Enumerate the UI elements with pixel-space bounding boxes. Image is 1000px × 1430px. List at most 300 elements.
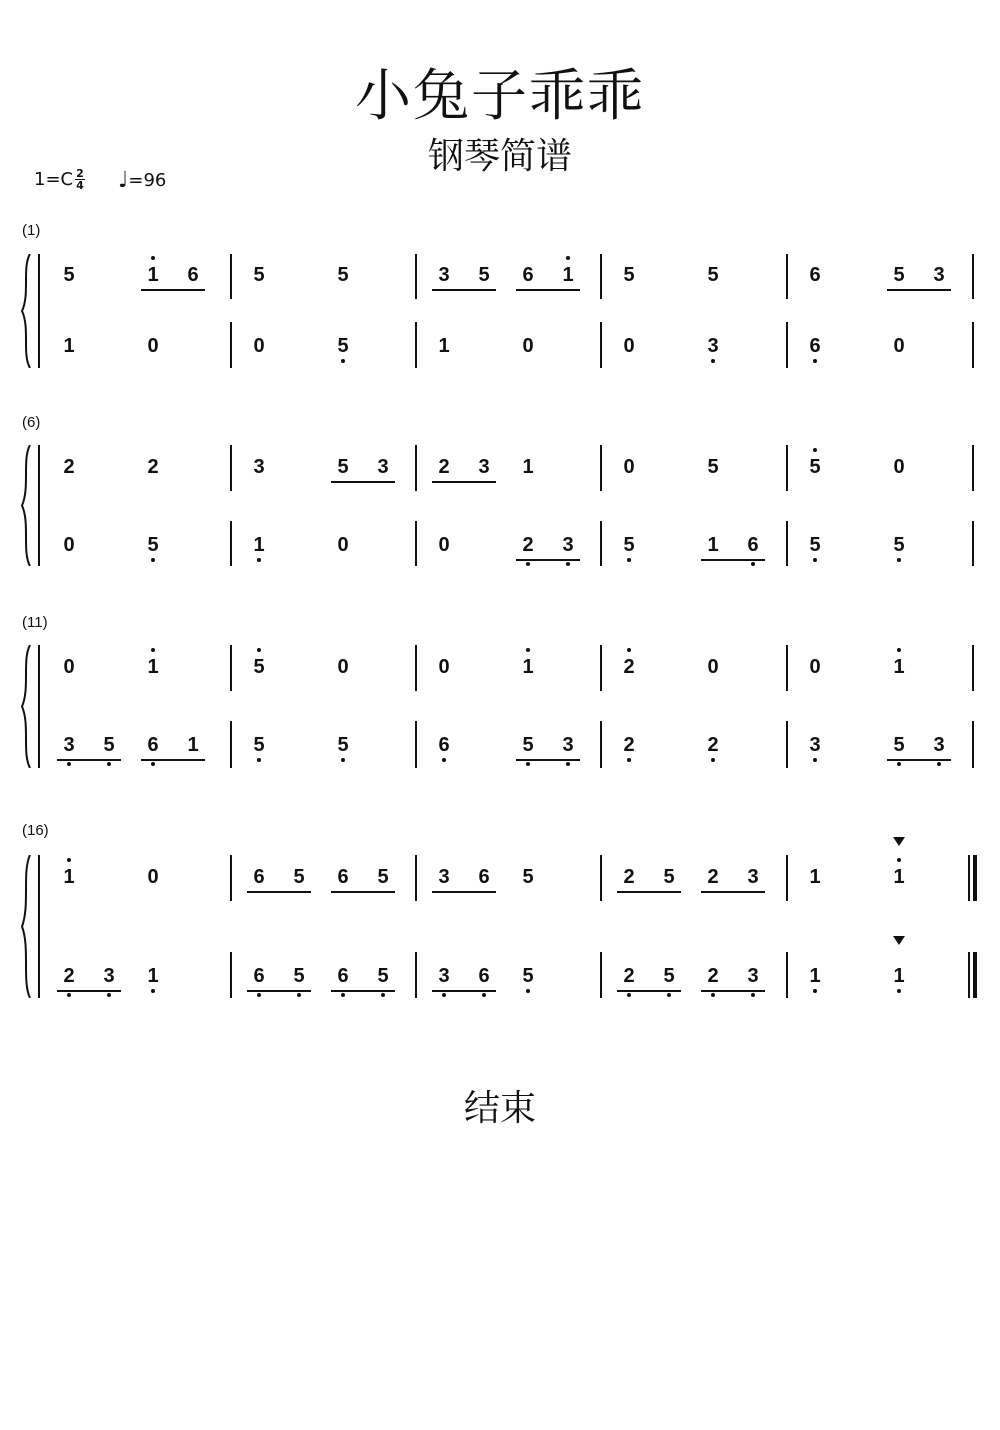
note: [618, 455, 640, 479]
octave-up-dot: [151, 648, 155, 652]
octave-down-dot: [897, 762, 901, 766]
note: [473, 455, 495, 479]
note-digit: 6: [253, 965, 265, 987]
quarter-note-icon: ♩: [118, 168, 129, 193]
note-digit: 2: [623, 734, 635, 756]
barline: [600, 952, 602, 998]
note-digit: 3: [253, 456, 265, 478]
note: [372, 865, 394, 889]
note: [332, 655, 354, 679]
final-barline: [973, 952, 977, 998]
note-digit: 0: [522, 335, 534, 357]
note-digit: 2: [707, 866, 719, 888]
note: [557, 533, 579, 557]
note: [248, 865, 270, 889]
note: [928, 263, 950, 287]
note-digit: 2: [623, 656, 635, 678]
brace-icon: [18, 855, 34, 998]
note-digit: 0: [893, 335, 905, 357]
note: [473, 865, 495, 889]
note-digit: 2: [623, 965, 635, 987]
note: [742, 964, 764, 988]
note-digit: 1: [522, 656, 534, 678]
note: [517, 964, 539, 988]
octave-down-dot: [667, 993, 671, 997]
note-digit: 1: [809, 866, 821, 888]
barline: [972, 521, 974, 566]
octave-down-dot: [151, 558, 155, 562]
note-digit: 0: [147, 866, 159, 888]
note: [98, 733, 120, 757]
note: [702, 334, 724, 358]
note-digit: 3: [438, 866, 450, 888]
note-digit: 0: [63, 656, 75, 678]
system-start-line: [38, 855, 40, 998]
barline: [415, 721, 417, 768]
note: [473, 964, 495, 988]
note: [332, 533, 354, 557]
octave-down-dot: [897, 558, 901, 562]
note: [142, 455, 164, 479]
note: [702, 964, 724, 988]
barline: [230, 322, 232, 368]
note-digit: 5: [293, 965, 305, 987]
beam-line: [331, 990, 395, 992]
barline: [972, 645, 974, 691]
note-digit: 5: [663, 866, 675, 888]
barline: [230, 521, 232, 566]
note: [618, 263, 640, 287]
note-digit: 0: [809, 656, 821, 678]
note: [473, 263, 495, 287]
note-digit: 1: [893, 965, 905, 987]
note-digit: 5: [623, 264, 635, 286]
barline: [972, 445, 974, 491]
note: [58, 334, 80, 358]
note-digit: 5: [623, 534, 635, 556]
beam-line: [701, 891, 765, 893]
note-digit: 1: [187, 734, 199, 756]
octave-down-dot: [526, 562, 530, 566]
barline: [786, 322, 788, 368]
note-digit: 5: [893, 734, 905, 756]
note-digit: 1: [562, 264, 574, 286]
note: [618, 964, 640, 988]
barline: [600, 254, 602, 299]
octave-down-dot: [257, 558, 261, 562]
note-digit: 5: [809, 456, 821, 478]
note-digit: 2: [147, 456, 159, 478]
note-digit: 5: [522, 965, 534, 987]
note: [248, 533, 270, 557]
brace-icon: [18, 445, 34, 566]
barline: [415, 445, 417, 491]
octave-up-dot: [151, 256, 155, 260]
note: [888, 655, 910, 679]
barline: [230, 721, 232, 768]
beam-line: [331, 481, 395, 483]
system-start-line: [38, 445, 40, 566]
note-digit: 6: [438, 734, 450, 756]
note-digit: 5: [893, 534, 905, 556]
note-digit: 5: [147, 534, 159, 556]
note: [888, 865, 910, 889]
note-digit: 6: [187, 264, 199, 286]
note: [248, 334, 270, 358]
note: [142, 334, 164, 358]
barline: [600, 855, 602, 901]
note: [888, 533, 910, 557]
note: [618, 733, 640, 757]
brace-icon: [18, 645, 34, 768]
note-digit: 2: [63, 456, 75, 478]
octave-down-dot: [67, 993, 71, 997]
measure-number: (11): [22, 614, 48, 631]
beam-line: [887, 759, 951, 761]
note: [433, 865, 455, 889]
note: [433, 733, 455, 757]
barline: [230, 645, 232, 691]
note: [58, 733, 80, 757]
note: [804, 733, 826, 757]
ending-text: 结束: [463, 1088, 536, 1129]
measure-number: (16): [22, 822, 49, 839]
note: [58, 455, 80, 479]
note: [804, 865, 826, 889]
note-digit: 6: [809, 264, 821, 286]
note-digit: 5: [293, 866, 305, 888]
note: [804, 964, 826, 988]
note-digit: 3: [478, 456, 490, 478]
note: [557, 733, 579, 757]
note: [618, 533, 640, 557]
note-digit: 3: [63, 734, 75, 756]
note-digit: 1: [147, 965, 159, 987]
note: [433, 655, 455, 679]
note: [98, 964, 120, 988]
note-digit: 2: [522, 534, 534, 556]
system-start-line: [38, 254, 40, 368]
note: [142, 865, 164, 889]
octave-down-dot: [442, 758, 446, 762]
note: [804, 533, 826, 557]
note: [248, 263, 270, 287]
note-digit: 5: [253, 656, 265, 678]
octave-down-dot: [813, 989, 817, 993]
note: [332, 334, 354, 358]
note: [702, 733, 724, 757]
note: [142, 263, 164, 287]
note-digit: 1: [147, 264, 159, 286]
octave-down-dot: [627, 993, 631, 997]
note-digit: 5: [337, 734, 349, 756]
beam-line: [432, 289, 496, 291]
octave-down-dot: [937, 762, 941, 766]
note: [888, 733, 910, 757]
beam-line: [432, 481, 496, 483]
note-digit: 5: [337, 335, 349, 357]
note-digit: 1: [438, 335, 450, 357]
note-digit: 3: [933, 734, 945, 756]
note: [618, 865, 640, 889]
score-subtitle: 钢琴简谱: [427, 136, 572, 177]
note: [702, 655, 724, 679]
note-digit: 0: [63, 534, 75, 556]
note-digit: 0: [623, 335, 635, 357]
note: [804, 263, 826, 287]
note-digit: 3: [747, 965, 759, 987]
barline: [415, 645, 417, 691]
note: [702, 455, 724, 479]
note-digit: 5: [253, 264, 265, 286]
note: [248, 655, 270, 679]
note-digit: 5: [337, 456, 349, 478]
barline: [972, 721, 974, 768]
beam-line: [57, 759, 121, 761]
note-digit: 3: [438, 264, 450, 286]
barline: [600, 521, 602, 566]
note-digit: 6: [478, 965, 490, 987]
note-digit: 5: [893, 264, 905, 286]
octave-down-dot: [751, 993, 755, 997]
note: [888, 964, 910, 988]
octave-down-dot: [526, 762, 530, 766]
octave-down-dot: [381, 993, 385, 997]
octave-up-dot: [897, 858, 901, 862]
note-digit: 5: [478, 264, 490, 286]
measure-number: (6): [22, 414, 41, 431]
barline: [415, 855, 417, 901]
note-digit: 3: [103, 965, 115, 987]
barline: [786, 721, 788, 768]
note-digit: 0: [438, 534, 450, 556]
note-digit: 5: [103, 734, 115, 756]
note: [248, 455, 270, 479]
beam-line: [516, 759, 580, 761]
octave-down-dot: [711, 993, 715, 997]
octave-up-dot: [566, 256, 570, 260]
note: [517, 533, 539, 557]
note-digit: 1: [893, 656, 905, 678]
note: [433, 455, 455, 479]
octave-down-dot: [341, 359, 345, 363]
note-digit: 2: [623, 866, 635, 888]
final-barline: [968, 952, 970, 998]
beam-line: [432, 891, 496, 893]
note: [804, 455, 826, 479]
note: [517, 334, 539, 358]
octave-down-dot: [297, 993, 301, 997]
tempo-marking: [118, 168, 166, 193]
note-digit: 6: [747, 534, 759, 556]
barline: [786, 952, 788, 998]
barline: [972, 322, 974, 368]
octave-down-dot: [751, 562, 755, 566]
note-digit: 5: [663, 965, 675, 987]
note: [332, 733, 354, 757]
octave-down-dot: [442, 993, 446, 997]
song-title: 小兔子乖乖: [355, 64, 645, 129]
note: [888, 334, 910, 358]
time-signature: [75, 168, 85, 191]
note-digit: 0: [623, 456, 635, 478]
key-label: 1=C: [34, 169, 74, 190]
note-digit: 3: [562, 534, 574, 556]
note: [58, 865, 80, 889]
note-digit: 3: [933, 264, 945, 286]
barline: [786, 445, 788, 491]
note: [658, 865, 680, 889]
octave-up-dot: [257, 648, 261, 652]
note: [182, 263, 204, 287]
note-digit: 0: [337, 534, 349, 556]
fermata-icon: [893, 837, 905, 846]
note-digit: 5: [809, 534, 821, 556]
barline: [600, 645, 602, 691]
octave-down-dot: [482, 993, 486, 997]
note: [888, 455, 910, 479]
note-digit: 0: [707, 656, 719, 678]
octave-down-dot: [627, 558, 631, 562]
octave-down-dot: [897, 989, 901, 993]
octave-down-dot: [107, 762, 111, 766]
note: [332, 455, 354, 479]
note-digit: 2: [438, 456, 450, 478]
note: [702, 865, 724, 889]
barline: [230, 952, 232, 998]
note-digit: 1: [809, 965, 821, 987]
note: [433, 533, 455, 557]
octave-down-dot: [526, 989, 530, 993]
barline: [600, 445, 602, 491]
note-digit: 5: [337, 264, 349, 286]
note: [742, 533, 764, 557]
tempo-value: =96: [128, 170, 167, 191]
final-barline: [973, 855, 977, 901]
note: [332, 865, 354, 889]
note: [58, 964, 80, 988]
note: [702, 263, 724, 287]
beam-line: [432, 990, 496, 992]
note-digit: 1: [893, 866, 905, 888]
barline: [415, 254, 417, 299]
note-digit: 6: [253, 866, 265, 888]
note-digit: 5: [707, 456, 719, 478]
note: [248, 964, 270, 988]
beam-line: [701, 559, 765, 561]
beam-line: [617, 891, 681, 893]
barline: [786, 645, 788, 691]
beam-line: [516, 289, 580, 291]
note: [58, 263, 80, 287]
note-digit: 5: [522, 866, 534, 888]
octave-down-dot: [566, 562, 570, 566]
note: [517, 655, 539, 679]
note: [142, 964, 164, 988]
note-digit: 5: [253, 734, 265, 756]
octave-up-dot: [526, 648, 530, 652]
note-digit: 5: [63, 264, 75, 286]
octave-down-dot: [151, 762, 155, 766]
note: [804, 334, 826, 358]
octave-down-dot: [341, 758, 345, 762]
note: [557, 263, 579, 287]
beam-line: [57, 990, 121, 992]
note-digit: 6: [809, 335, 821, 357]
note: [58, 533, 80, 557]
note: [517, 263, 539, 287]
note-digit: 3: [377, 456, 389, 478]
octave-down-dot: [566, 762, 570, 766]
note-digit: 0: [253, 335, 265, 357]
beam-line: [701, 990, 765, 992]
note-digit: 3: [747, 866, 759, 888]
octave-up-dot: [813, 448, 817, 452]
octave-up-dot: [897, 648, 901, 652]
note: [332, 964, 354, 988]
note: [618, 655, 640, 679]
note-digit: 2: [63, 965, 75, 987]
beam-line: [516, 559, 580, 561]
key-signature: [34, 168, 85, 191]
note: [433, 964, 455, 988]
beam-line: [141, 289, 205, 291]
note: [702, 533, 724, 557]
brace-icon: [18, 254, 34, 368]
note-digit: 1: [147, 656, 159, 678]
note-digit: 0: [893, 456, 905, 478]
note-digit: 5: [377, 965, 389, 987]
beam-line: [331, 891, 395, 893]
note-digit: 3: [438, 965, 450, 987]
note-digit: 5: [377, 866, 389, 888]
note: [182, 733, 204, 757]
note: [658, 964, 680, 988]
note: [618, 334, 640, 358]
note-digit: 1: [253, 534, 265, 556]
octave-down-dot: [151, 989, 155, 993]
note-digit: 5: [522, 734, 534, 756]
time-signature-bottom: 4: [76, 179, 84, 192]
barline: [786, 521, 788, 566]
note: [142, 733, 164, 757]
final-barline: [968, 855, 970, 901]
time-signature-top: 2: [76, 167, 84, 180]
barline: [230, 855, 232, 901]
note: [288, 964, 310, 988]
note: [517, 865, 539, 889]
note-digit: 3: [562, 734, 574, 756]
barline: [415, 952, 417, 998]
beam-line: [141, 759, 205, 761]
octave-down-dot: [813, 359, 817, 363]
barline: [600, 322, 602, 368]
note: [248, 733, 270, 757]
note-digit: 1: [522, 456, 534, 478]
octave-down-dot: [67, 762, 71, 766]
barline: [786, 254, 788, 299]
octave-down-dot: [711, 359, 715, 363]
barline: [415, 521, 417, 566]
note: [142, 533, 164, 557]
note: [288, 865, 310, 889]
note-digit: 5: [707, 264, 719, 286]
fermata-icon: [893, 936, 905, 945]
octave-up-dot: [67, 858, 71, 862]
note-digit: 0: [438, 656, 450, 678]
note: [332, 263, 354, 287]
octave-down-dot: [107, 993, 111, 997]
